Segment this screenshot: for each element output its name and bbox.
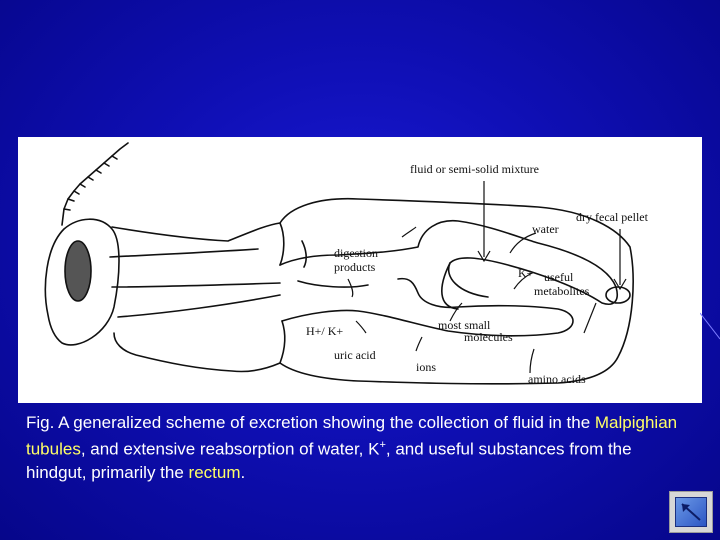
label-fluid-mixture: fluid or semi-solid mixture	[410, 162, 539, 176]
label-ions: ions	[416, 360, 437, 374]
label-h-k: H+/ K+	[306, 324, 344, 338]
caption-text-4: .	[240, 462, 246, 482]
label-water: water	[532, 222, 559, 236]
label-amino-acids: amino acids	[528, 372, 586, 386]
label-uric-acid: uric acid	[334, 348, 376, 362]
caption-superscript: +	[379, 439, 386, 451]
return-arrow-icon	[675, 497, 707, 527]
label-k-plus: K+	[518, 266, 534, 280]
decorative-line	[700, 305, 720, 345]
arrow-uric	[356, 321, 366, 333]
caption-text-2: , and extensive reabsorption of water, K	[80, 439, 380, 459]
caption-highlight-malpighian: Malpighian tubules	[26, 413, 678, 459]
label-molecules: molecules	[464, 330, 513, 344]
label-most-small: most small	[438, 318, 491, 332]
label-metabolites: metabolites	[534, 284, 590, 298]
arrow-metabolites	[584, 303, 596, 333]
caption-highlight-rectum: rectum	[188, 462, 241, 482]
return-button[interactable]	[669, 491, 713, 533]
diagram-drawing	[18, 137, 702, 403]
label-dry-pellet: dry fecal pellet	[576, 210, 648, 224]
compound-eye	[65, 241, 91, 301]
label-useful: useful	[544, 270, 574, 284]
arrow-products	[348, 279, 353, 297]
excretion-diagram	[18, 137, 702, 403]
label-digestion: digestion	[334, 246, 378, 260]
figure-caption	[26, 411, 696, 484]
arrow-digestion	[402, 227, 416, 237]
caption-text-1: Fig. A generalized scheme of excretion showing the collection of fluid in the	[26, 413, 595, 432]
arrow-ions	[416, 337, 422, 351]
antenna	[62, 143, 128, 225]
label-products: products	[334, 260, 376, 274]
caption-text-3: , and useful substances from the hindgut, primarily the	[26, 439, 632, 482]
arrow-amino	[530, 349, 534, 373]
